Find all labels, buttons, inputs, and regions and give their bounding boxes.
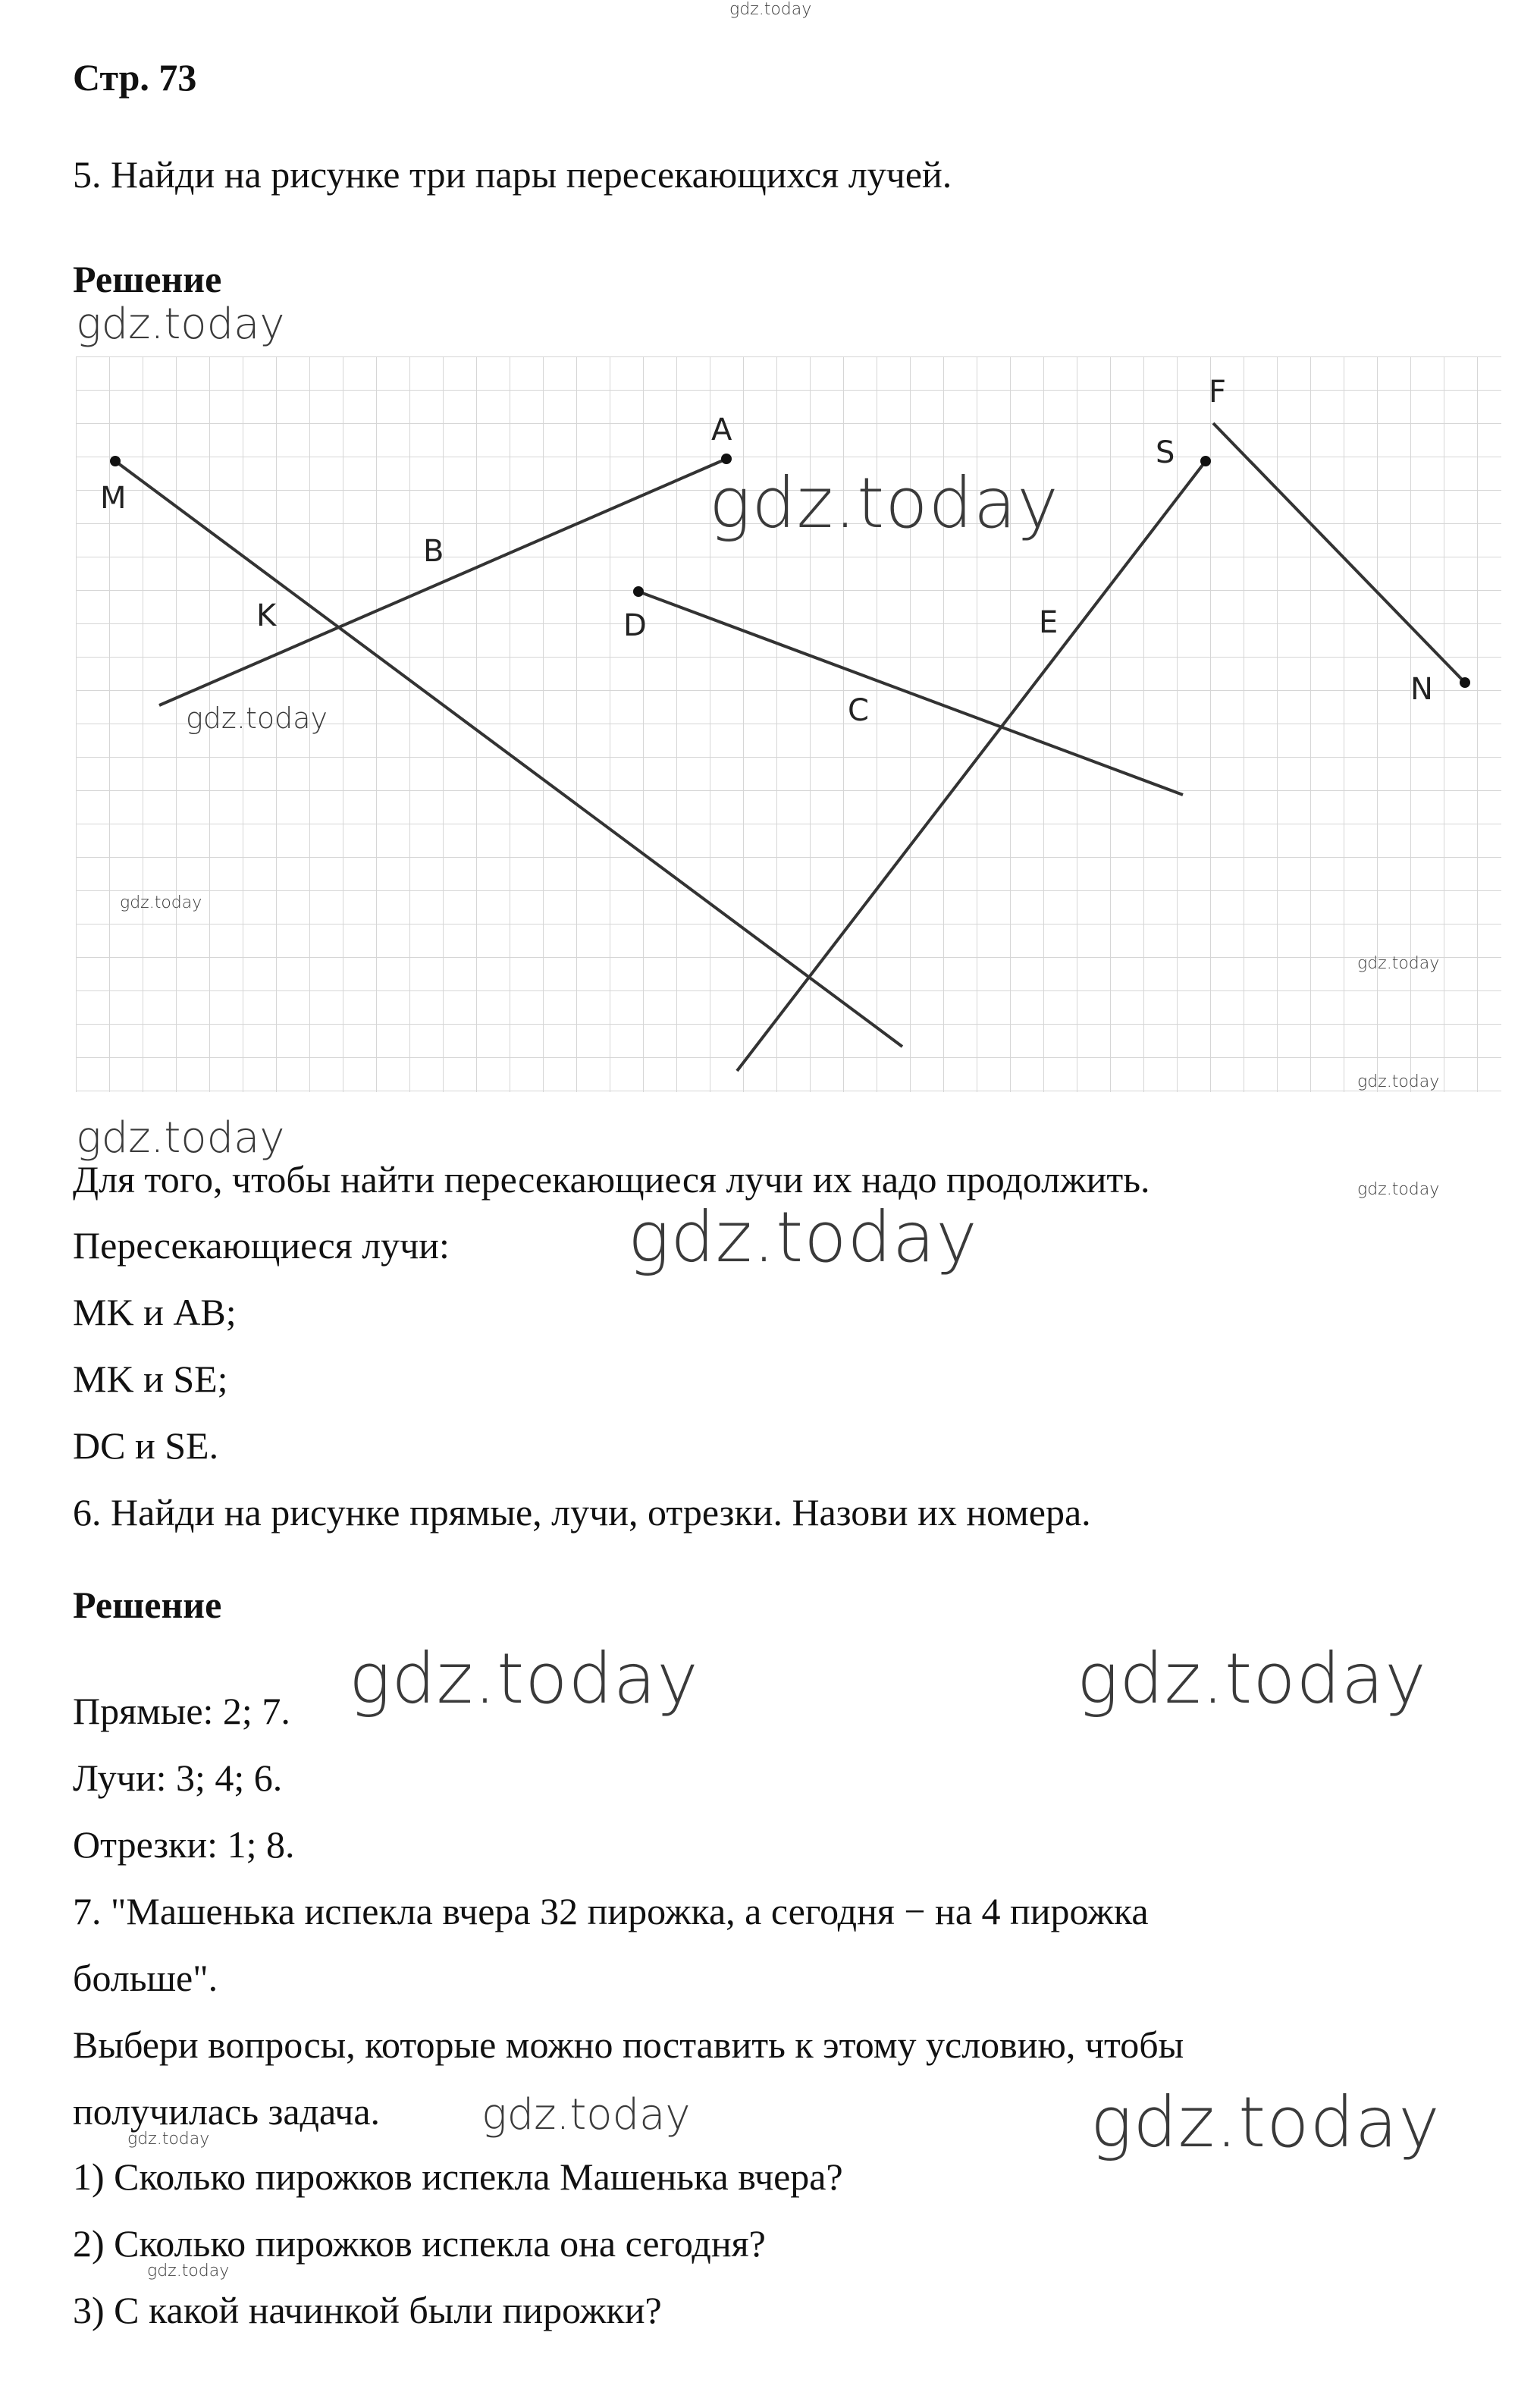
task7-question-line1: 7. "Машенька испекла вчера 32 пирожка, а сегодня − на 4 пирожка <box>73 1890 1149 1932</box>
watermark: gdz.today <box>1357 1180 1440 1199</box>
task5-answer-heading: Пересекающиеся лучи: <box>73 1224 450 1267</box>
task5-explanation: Для того, чтобы найти пересекающиеся лучи их надо продолжить. <box>73 1158 1150 1201</box>
task5-answer-2: MK и SE; <box>73 1358 228 1400</box>
task7-instruction-line1: Выбери вопросы, которые можно поставить к этому условию, чтобы <box>73 2023 1184 2066</box>
task5-answer-3: DC и SE. <box>73 1424 219 1467</box>
watermark: gdz.today <box>481 2090 691 2139</box>
point-m <box>110 456 121 466</box>
task6-solution-heading: Решение <box>73 1584 222 1626</box>
watermark: gdz.today <box>349 1638 699 1719</box>
task6-answer-1: Прямые: 2; 7. <box>73 1690 290 1732</box>
task7-question-line2: больше". <box>73 1957 218 1999</box>
task5-answer-1: MK и AB; <box>73 1291 237 1333</box>
watermark: gdz.today <box>709 463 1059 544</box>
label-f: F <box>1209 375 1227 410</box>
watermark: gdz.today <box>76 1113 285 1163</box>
label-e: E <box>1039 605 1059 640</box>
watermark: gdz.today <box>1357 1072 1440 1091</box>
label-a: A <box>711 413 732 447</box>
task6-answer-3: Отрезки: 1; 8. <box>73 1823 295 1866</box>
watermark: gdz.today <box>76 300 285 349</box>
label-s: S <box>1156 435 1175 470</box>
task6-answer-2: Лучи: 3; 4; 6. <box>73 1756 283 1799</box>
watermark: gdz.today <box>1090 2082 1441 2163</box>
task7-option-3: 3) С какой начинкой были пирожки? <box>73 2289 662 2331</box>
label-c: C <box>848 693 869 728</box>
point-n <box>1460 677 1470 688</box>
watermark: gdz.today <box>127 2130 210 2149</box>
watermark: gdz.today <box>1077 1638 1427 1719</box>
watermark: gdz.today <box>147 2262 230 2281</box>
label-b: B <box>423 534 444 569</box>
task6-question: 6. Найди на рисунке прямые, лучи, отрезки. Назови их номера. <box>73 1491 1091 1534</box>
watermark: gdz.today <box>628 1197 978 1278</box>
watermark: gdz.today <box>729 0 812 19</box>
watermark: gdz.today <box>1357 954 1440 973</box>
label-m: M <box>100 481 127 516</box>
label-n: N <box>1410 672 1433 707</box>
label-d: D <box>623 608 647 643</box>
label-k: K <box>256 598 277 633</box>
task7-option-1: 1) Сколько пирожков испекла Машенька вчера? <box>73 2155 843 2198</box>
task7-option-2: 2) Сколько пирожков испекла она сегодня? <box>73 2222 766 2265</box>
task5-question: 5. Найди на рисунке три пары пересекающихся лучей. <box>73 153 952 196</box>
watermark: gdz.today <box>186 702 328 735</box>
point-d <box>633 586 644 597</box>
watermark: gdz.today <box>120 893 202 912</box>
task7-instruction-line2: получилась задача. <box>73 2090 381 2133</box>
task5-solution-heading: Решение <box>73 258 222 300</box>
point-s <box>1200 456 1211 466</box>
page-number: Стр. 73 <box>73 56 197 99</box>
